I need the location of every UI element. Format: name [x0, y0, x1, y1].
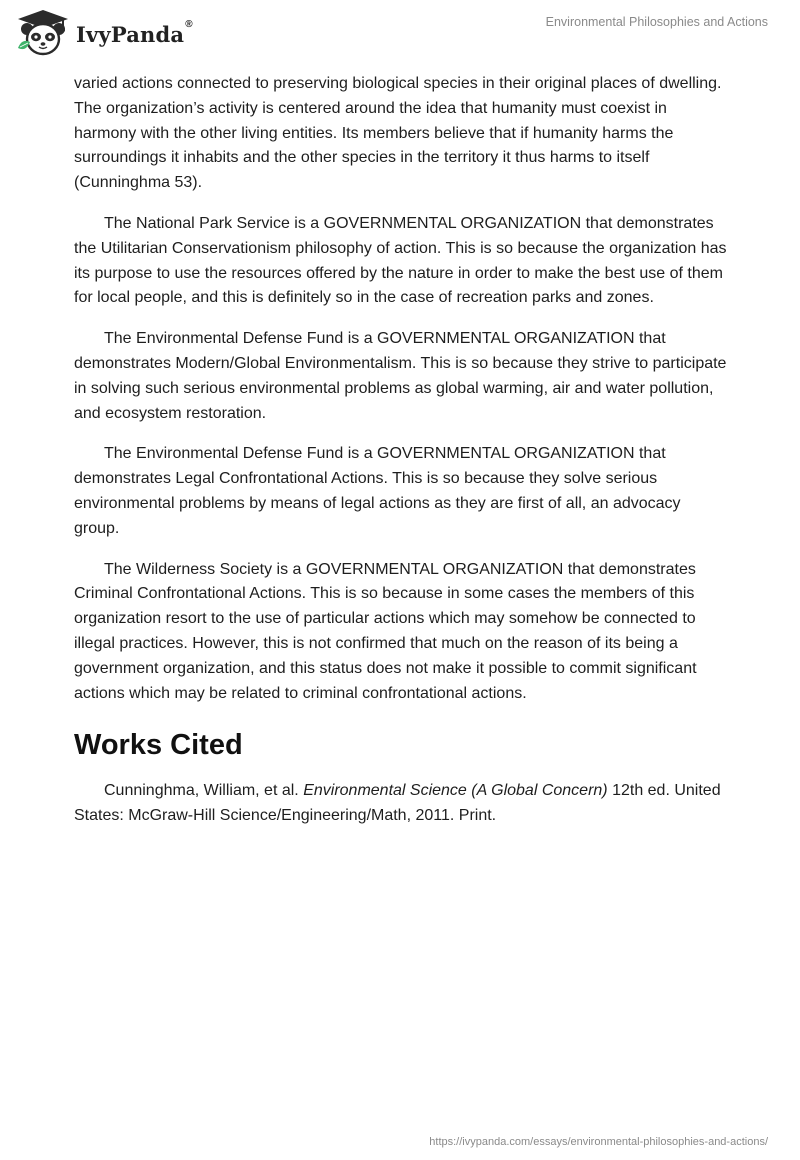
works-cited-heading: Works Cited [74, 729, 243, 762]
document-title: Environmental Philosophies and Actions [545, 15, 768, 29]
essay-body [74, 72, 728, 845]
source-url-link[interactable]: https://ivypanda.com/essays/environmental-philosophies-and-actions/ [429, 1136, 768, 1148]
panda-graduate-icon [14, 8, 72, 58]
paragraph-wilderness-society: The Wilderness Society is a GOVERNMENTAL ORGANIZATION that demonstrates Criminal Confrontational Actions. This is so because in some cases the members of this organization resort to the use of particular actions which may somehow be connected to illegal practices. However, this is not confirmed that much on the reason of its being a government organization, and this status does not make it possible to commit significant actions which may be related to criminal confrontational actions. [74, 560, 697, 702]
citation-entry [74, 779, 728, 829]
paragraph-edf-environmentalism: The Environmental Defense Fund is a GOVERNMENTAL ORGANIZATION that demonstrates Modern/Global Environmentalism. This is so because they strive to participate in solving such serious environmental problems as global warming, air and water pollution, and ecosystem restoration. [74, 330, 727, 422]
paragraph-edf-legal-actions: The Environmental Defense Fund is a GOVERNMENTAL ORGANIZATION that demonstrates Legal Confrontational Actions. This is so because they solve serious environmental problems by means of legal actions as they are first of all, an advocacy group. [74, 445, 681, 537]
registered-mark: ® [185, 18, 193, 30]
citation-title: Environmental Science (A Global Concern) [303, 782, 608, 800]
citation-details: 12th ed. United States: McGraw-Hill Science/Engineering/Math, 2011. Print. [74, 782, 721, 825]
ivypanda-logo[interactable] [14, 8, 193, 58]
paragraph-national-park-service: The National Park Service is a GOVERNMENTAL ORGANIZATION that demonstrates the Utilitarian Conservationism philosophy of action. This is so because the organization has its purpose to use the resources offered by the nature in order to make the best use of them for local people, and this is definitely so in the case of recreation parks and zones. [74, 214, 727, 307]
paragraph-continued: varied actions connected to preserving biological species in their original places of dwelling. The organization’s activity is centered around the idea that humanity must coexist in harmony with the other living entities. Its members believe that if humanity harms the surroundings it inhabits and the other species in the territory it thus harms to itself (Cunninghma 53). [74, 75, 722, 192]
citation-authors: Cunninghma, William, et al. [104, 782, 304, 800]
brand-name: IvyPanda® [76, 18, 193, 47]
page-header [0, 0, 800, 62]
